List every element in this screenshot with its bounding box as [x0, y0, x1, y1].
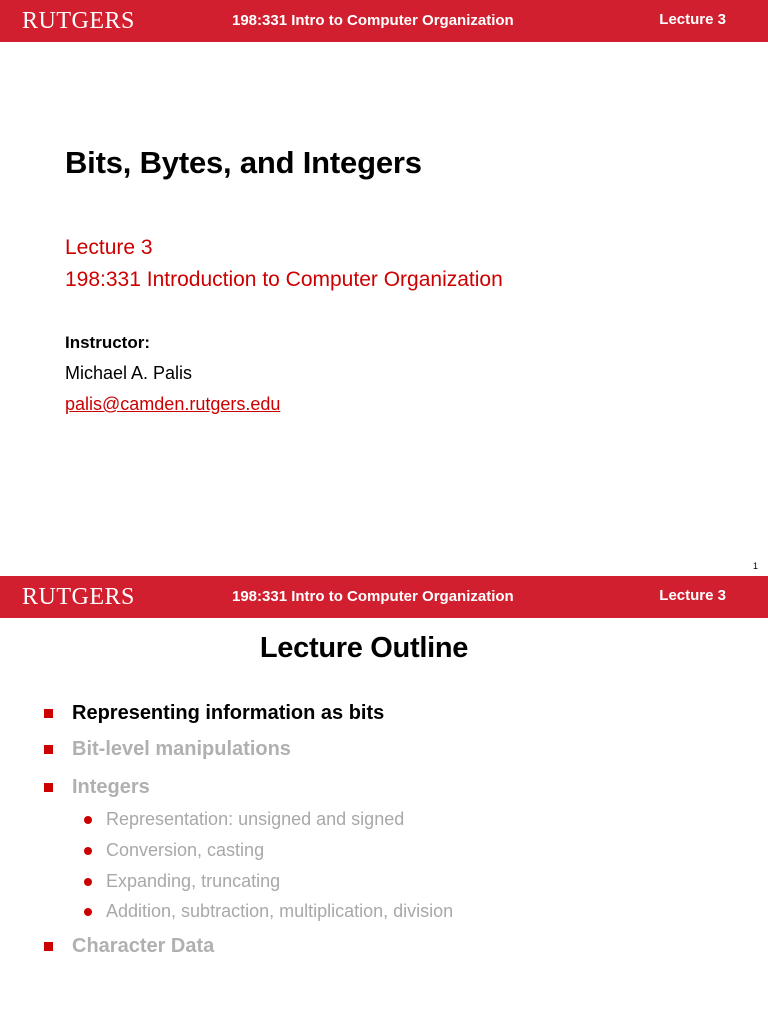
banner-lecture-label: Lecture 3	[659, 11, 726, 28]
slide-2	[0, 576, 768, 1024]
round-bullet-icon	[84, 847, 92, 855]
square-bullet-icon	[44, 709, 53, 718]
sub-bullet-text: Expanding, truncating	[106, 871, 281, 891]
bullet-text: Representing information as bits	[72, 702, 385, 724]
slide-title: Bits, Bytes, and Integers	[65, 145, 422, 180]
instructor-name: Michael A. Palis	[65, 363, 193, 383]
sub-bullet-text: Representation: unsigned and signed	[106, 809, 405, 829]
square-bullet-icon	[44, 745, 53, 754]
round-bullet-icon	[84, 878, 92, 886]
bullet-text: Bit-level manipulations	[72, 738, 291, 760]
banner-course-title: 198:331 Intro to Computer Organization	[232, 588, 514, 605]
outline-title: Lecture Outline	[259, 632, 469, 664]
square-bullet-icon	[44, 783, 53, 792]
bullet-text: Integers	[72, 776, 150, 798]
rutgers-logo: RUTGERS	[22, 8, 135, 34]
course-full-name: 198:331 Introduction to Computer Organization	[65, 268, 503, 291]
header-banner	[0, 0, 768, 42]
sub-bullet-text: Addition, subtraction, multiplication, division	[106, 901, 454, 921]
page-number: 1	[752, 561, 758, 571]
rutgers-logo: RUTGERS	[22, 584, 135, 610]
instructor-email-link[interactable]: palis@camden.rutgers.edu	[65, 394, 281, 414]
round-bullet-icon	[84, 908, 92, 916]
square-bullet-icon	[44, 942, 53, 951]
banner-course-title: 198:331 Intro to Computer Organization	[232, 12, 514, 29]
lecture-number: Lecture 3	[65, 236, 153, 259]
instructor-label: Instructor:	[65, 333, 150, 352]
round-bullet-icon	[84, 816, 92, 824]
sub-bullet-text: Conversion, casting	[106, 840, 265, 860]
bullet-text: Character Data	[72, 935, 215, 957]
header-banner	[0, 576, 768, 618]
banner-lecture-label: Lecture 3	[659, 587, 726, 604]
